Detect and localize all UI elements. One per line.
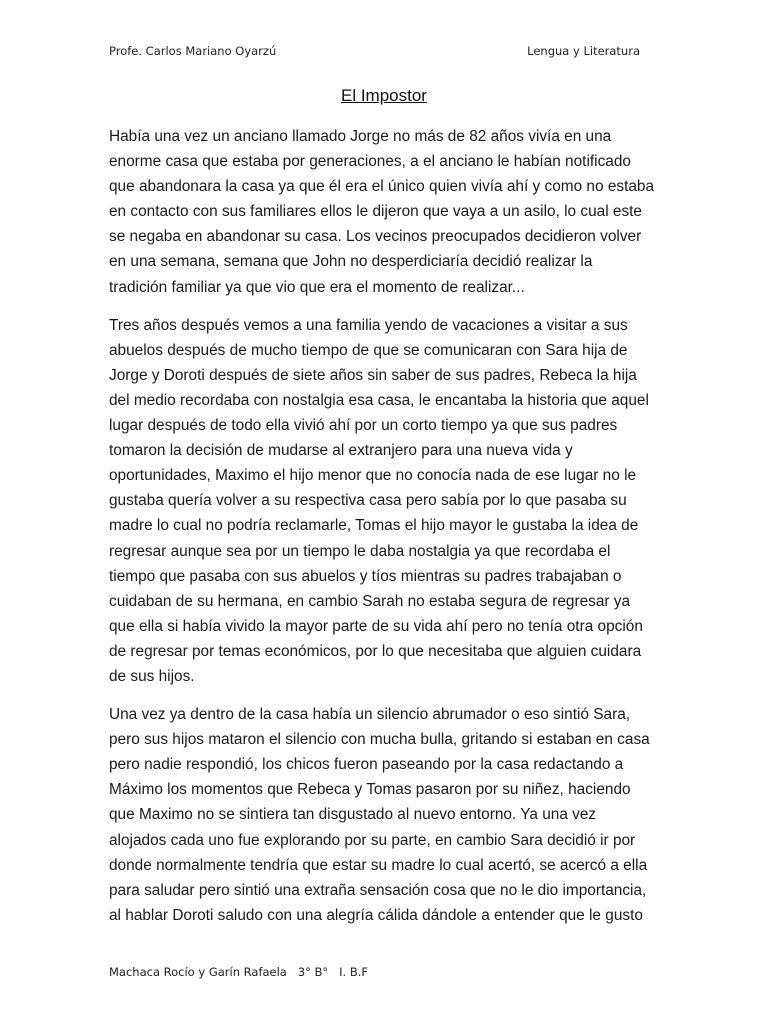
text-line: para saludar pero sintió una extraña sensación cosa que no le dio importancia, (109, 881, 647, 899)
text-line: en contacto con sus familiares ellos le dijeron que vaya a un asilo, lo cual este (109, 203, 642, 221)
text-line: Una vez ya dentro de la casa había un silencio abrumador o eso sintió Sara, (109, 706, 631, 724)
document-title: El Impostor (341, 86, 427, 105)
text-line: oportunidades, Maximo el hijo menor que no conocía nada de ese lugar no le (109, 467, 637, 485)
paragraph (109, 124, 661, 300)
text-line: que Maximo no se sintiera tan disgustado al nuevo entorno. Ya una vez (109, 806, 597, 824)
text-line: gustaba quería volver a su respectiva casa pero sabía por lo que pasaba su (109, 492, 627, 510)
text-line: Máximo los momentos que Rebeca y Tomas pasaron por su niñez, haciendo (109, 781, 631, 799)
text-line: pero sus hijos mataron el silencio con mucha bulla, gritando si estaban en casa (109, 731, 650, 749)
document-body (109, 124, 661, 941)
text-line: abuelos después de mucho tiempo de que se comunicaran con Sara hija de (109, 341, 628, 359)
text-line: donde normalmente tendría que estar su madre lo cual acertó, se acercó a ella (109, 856, 648, 874)
text-line: de sus hijos. (109, 667, 195, 685)
text-line: tiempo que pasaba con sus abuelos y tíos mientras su padres trabajaban o (109, 567, 622, 585)
paragraph (109, 702, 661, 928)
paragraph (109, 313, 661, 689)
text-line: Había una vez un anciano llamado Jorge no más de 82 años vivía en una (109, 128, 612, 145)
text-line: que abandonara la casa ya que él era el único quien vivía ahí y como no estaba (109, 178, 655, 196)
text-line: Tres años después vemos a una familia yendo de vacaciones a visitar a sus (109, 316, 628, 334)
text-line: cuidaban de su hermana, en cambio Sarah no estaba segura de regresar ya (109, 592, 631, 610)
text-line: lugar después de todo ella vivió ahí por un corto tiempo ya que sus padres (109, 417, 618, 435)
text-line: Jorge y Doroti después de siete años sin saber de sus padres, Rebeca la hija (109, 366, 637, 384)
text-line: tradición familiar ya que vio que era el momento de realizar... (109, 278, 525, 296)
footer-authors: Machaca Rocío y Garín Rafaela 3° B° I. B.F (109, 965, 369, 979)
text-line: enorme casa que estaba por generaciones, a el anciano le habían notificado (109, 153, 631, 171)
header-author: Profe. Carlos Mariano Oyarzú (109, 44, 277, 58)
text-line: madre lo cual no podría reclamarle, Tomas el hijo mayor le gustaba la idea de (109, 517, 639, 535)
text-line: pero nadie respondió, los chicos fueron paseando por la casa redactando a (109, 756, 624, 774)
text-line: en una semana, semana que John no desperdiciaría decidió realizar la (109, 253, 593, 271)
text-line: regresar aunque sea por un tiempo le daba nostalgia ya que recordaba el (109, 542, 611, 560)
text-line: del medio recordaba con nostalgia esa casa, le encantaba la historia que aquel (109, 391, 649, 409)
text-line: que ella si había vivido la mayor parte de su vida ahí pero no tenía otra opción (109, 617, 643, 635)
text-line: alojados cada uno fue explorando por su parte, en cambio Sara decidió ir por (109, 831, 636, 849)
text-line: al hablar Doroti saludo con una alegría cálida dándole a entender que le gusto (109, 906, 643, 924)
header-subject: Lengua y Literatura (527, 44, 640, 58)
text-line: tomaron la decisión de mudarse al extranjero para una nueva vida y (109, 442, 573, 460)
text-line: se negaba en abandonar su casa. Los vecinos preocupados decidieron volver (109, 228, 642, 246)
text-line: de regresar por temas económicos, por lo que necesitaba que alguien cuidara (109, 642, 642, 660)
